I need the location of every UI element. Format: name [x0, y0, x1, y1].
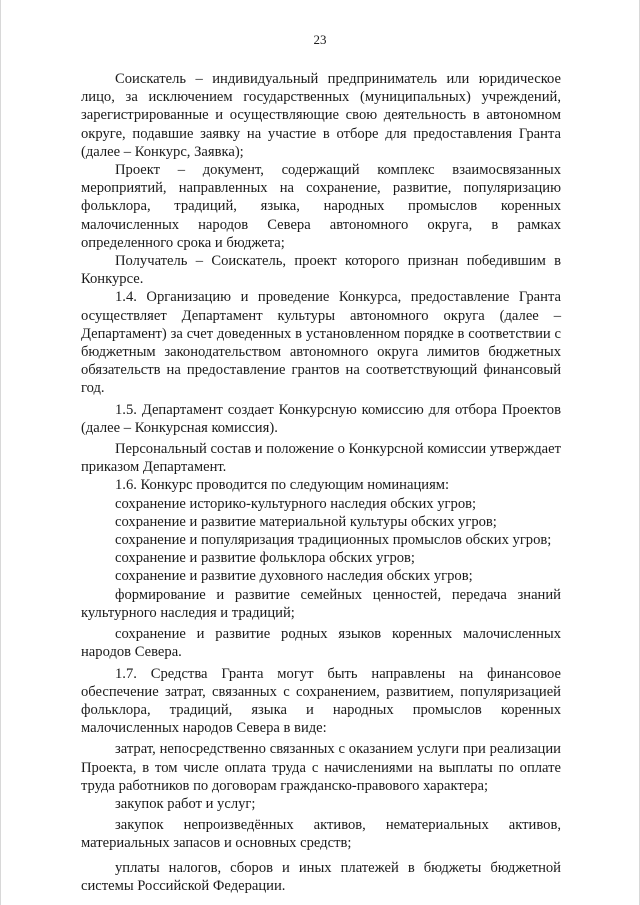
- paragraph-1-6: 1.6. Конкурс проводится по следующим номинациям:: [115, 477, 450, 494]
- document-body: [81, 70, 561, 895]
- list-item-nomination: формирование и развитие семейных ценностей, передача знаний культурного наследия и традиций;: [81, 586, 561, 621]
- paragraph-recipient-definition: Получатель – Соискатель, проект которого признан победившим в Конкурсе.: [81, 253, 561, 288]
- list-item-expense: закупок непроизведённых активов, нематериальных активов, материальных запасов и основных средств;: [81, 817, 561, 852]
- list-item-nomination: сохранение и развитие родных языков коренных малочисленных народов Севера.: [81, 626, 561, 661]
- paragraph-commission-composition: Персональный состав и положение о Конкурсной комиссии утверждает приказом Департамент.: [81, 441, 561, 476]
- page-edge-left: [0, 0, 1, 905]
- paragraph-project-definition: Проект – документ, содержащий комплекс взаимосвязанных мероприятий, направленных на сохранение, развитие, популяризацию фольклора, традиций, языка, народных промыслов коренных малочисленных народов Севера автономного округа, в рамках определенного срока и бюджета;: [81, 162, 561, 251]
- list-item-expense: закупок работ и услуг;: [115, 795, 256, 812]
- list-item-expense: уплаты налогов, сборов и иных платежей в бюджеты бюджетной системы Российской Федерации.: [81, 859, 561, 894]
- page-number: 23: [313, 32, 327, 47]
- paragraph-1-4: 1.4. Организацию и проведение Конкурса, предоставление Гранта осуществляет Департамент культуры автономного округа (далее – Департамент) за счет доведенных в установленном порядке в соответствии с бюджетным законодательством автономного округа лимитов бюджетных обязательств на предоставление грантов на соответствующий финансовый год.: [81, 289, 561, 397]
- list-item-nomination: сохранение историко-культурного наследия обских угров;: [115, 495, 477, 512]
- list-item-nomination: сохранение и популяризация традиционных промыслов обских угров;: [115, 532, 552, 549]
- list-item-expense: затрат, непосредственно связанных с оказанием услуги при реализации Проекта, в том числе оплата труда с начислениями на выплаты по оплате труда работников по договорам гражданско-правового характера;: [81, 741, 561, 794]
- list-item-nomination: сохранение и развитие материальной культуры обских угров;: [115, 513, 497, 530]
- paragraph-1-7: 1.7. Средства Гранта могут быть направлены на финансовое обеспечение затрат, связанных с сохранением, развитием, популяризацией фольклора, традиций, языка и народных промыслов коренных малочисленных народов Севера в виде:: [81, 665, 561, 737]
- paragraph-applicant-definition: Соискатель – индивидуальный предприниматель или юридическое лицо, за исключением государственных (муниципальных) учреждений, зарегистрированные и осуществляющие свою деятельность в автономном округе, подавшие заявку на участие в отборе для предоставления Гранта (далее – Конкурс, Заявка);: [81, 71, 561, 160]
- list-item-nomination: сохранение и развитие фольклора обских угров;: [115, 550, 415, 567]
- list-item-nomination: сохранение и развитие духовного наследия обских угров;: [115, 568, 473, 585]
- paragraph-1-5: 1.5. Департамент создает Конкурсную комиссию для отбора Проектов (далее – Конкурсная комиссия).: [81, 401, 561, 436]
